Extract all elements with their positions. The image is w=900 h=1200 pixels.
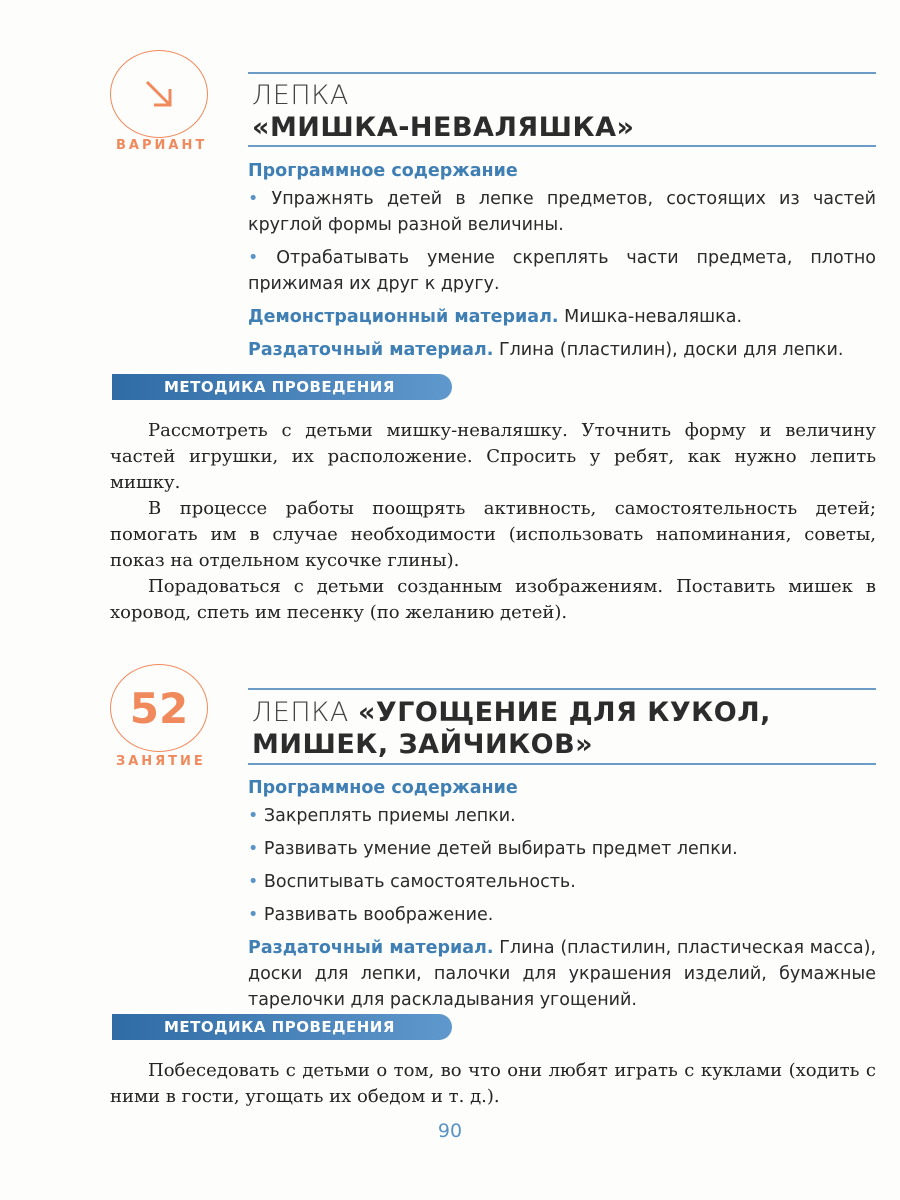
lesson-details bbox=[248, 775, 876, 1020]
title-bold: «МИШКА-НЕВАЛЯШКА» bbox=[252, 112, 635, 143]
page-number: 90 bbox=[437, 1120, 463, 1142]
variant-label: ВАРИАНТ bbox=[116, 138, 208, 153]
program-item: • Воспитывать самостоятельность. bbox=[248, 872, 576, 892]
lesson-number: 52 bbox=[129, 683, 189, 733]
method-banner: МЕТОДИКА ПРОВЕДЕНИЯ bbox=[112, 374, 452, 400]
lesson-label: ЗАНЯТИЕ bbox=[116, 754, 206, 769]
paragraph: Рассмотреть с детьми мишку-неваляшку. Уточнить форму и величину частей игрушки, их расположение. Спросить у ребят, как нужно лепить мишку. bbox=[110, 420, 876, 493]
divider bbox=[248, 688, 876, 690]
program-item: • Упражнять детей в лепке предметов, состоящих из частей круглой формы разной величины. bbox=[248, 189, 876, 235]
program-heading: Программное содержание bbox=[248, 778, 518, 798]
arrow-down-right-icon bbox=[142, 77, 176, 111]
paragraph: Порадоваться с детьми созданным изображениям. Поставить мишек в хоровод, спеть им песенку (по желанию детей). bbox=[110, 576, 876, 623]
lesson-details bbox=[248, 158, 876, 370]
method-banner: МЕТОДИКА ПРОВЕДЕНИЯ bbox=[112, 1014, 452, 1040]
lesson-number-circle bbox=[110, 664, 208, 752]
lesson-title bbox=[252, 80, 634, 144]
demo-material: Демонстрационный материал. Мишка-неваляшка. bbox=[248, 307, 743, 327]
paragraph: Побеседовать с детьми о том, во что они любят играть с куклами (ходить с ними в гости, угощать их обедом и т. д.). bbox=[110, 1060, 876, 1107]
title-bold: «УГОЩЕНИЕ ДЛЯ КУКОЛ, bbox=[357, 697, 771, 728]
method-text bbox=[110, 418, 876, 626]
program-item: • Отрабатывать умение скреплять части предмета, плотно прижимая их друг к другу. bbox=[248, 248, 876, 294]
program-item: • Закреплять приемы лепки. bbox=[248, 806, 516, 826]
program-item: • Развивать умение детей выбирать предмет лепки. bbox=[248, 839, 738, 859]
variant-badge-circle bbox=[110, 50, 208, 138]
handout-material: Раздаточный материал. Глина (пластилин, пластическая масса), доски для лепки, палочки для украшения изделий, бумажные тарелочки для раскладывания угощений. bbox=[248, 938, 877, 1010]
divider bbox=[248, 72, 876, 74]
lesson-title bbox=[252, 697, 771, 761]
program-item: • Развивать воображение. bbox=[248, 905, 494, 925]
method-text bbox=[110, 1058, 876, 1110]
divider bbox=[248, 145, 876, 147]
title-light: ЛЕПКА bbox=[252, 80, 349, 111]
title-light: ЛЕПКА bbox=[252, 697, 349, 728]
title-bold: МИШЕК, ЗАЙЧИКОВ» bbox=[252, 729, 594, 760]
divider bbox=[248, 763, 876, 765]
program-heading: Программное содержание bbox=[248, 161, 518, 181]
paragraph: В процессе работы поощрять активность, самостоятельность детей; помогать им в случае необходимости (использовать напоминания, советы, показ на отдельном кусочке глины). bbox=[110, 498, 876, 571]
handout-material: Раздаточный материал. Глина (пластилин), доски для лепки. bbox=[248, 340, 844, 360]
